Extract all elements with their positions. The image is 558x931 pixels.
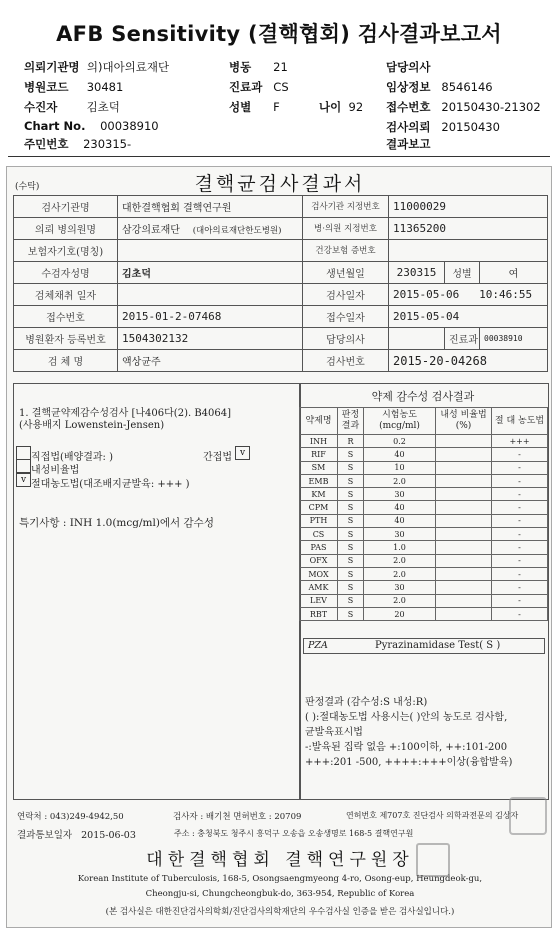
- patient-field: 수진자 김초덕: [24, 100, 120, 114]
- sensitivity-conc: 2.0: [364, 554, 436, 567]
- age-field: 나이 92: [319, 100, 364, 114]
- dept-value: 00038910: [480, 328, 548, 350]
- test-no-value: 2015-20-04268: [389, 350, 548, 372]
- resident-no-field: 주민번호 230315-: [24, 137, 132, 151]
- sensitivity-abs: -: [492, 448, 548, 461]
- sensitivity-result: S: [338, 448, 364, 461]
- clinical-info-field: 임상정보 8546146: [386, 80, 493, 94]
- sensitivity-drug: INH: [300, 435, 338, 448]
- req-hosp-cell: 삼강의료재단 (대아의료재단한도병원): [118, 218, 303, 240]
- inst-value: 대한결핵협회 결핵연구원: [118, 196, 303, 218]
- patient-label: 수검자성명: [14, 262, 118, 284]
- birth-label: 생년월일: [303, 262, 389, 284]
- org-name: 대한결핵협회 결핵연구원장: [146, 850, 414, 870]
- sensitivity-ratio: [436, 448, 492, 461]
- sensitivity-ratio: [436, 501, 492, 514]
- patient-value: 김초덕: [118, 262, 303, 284]
- sensitivity-result: S: [338, 581, 364, 594]
- receipt-no-label: 접수번호: [14, 306, 118, 328]
- form-title: 결핵균검사결과서: [194, 173, 366, 195]
- sensitivity-title: 약제 감수성 검사결과: [371, 390, 475, 403]
- sensitivity-drug: AMK: [300, 581, 338, 594]
- sensitivity-row: [300, 594, 548, 607]
- sensitivity-row: [300, 514, 548, 527]
- health-value: [389, 240, 548, 262]
- header-divider: [8, 156, 550, 157]
- sensitivity-row: [300, 554, 548, 567]
- sensitivity-conc: 2.0: [364, 474, 436, 487]
- pza-label: PZA: [308, 640, 328, 651]
- sensitivity-conc: 2.0: [364, 567, 436, 580]
- sensitivity-drug: MOX: [300, 567, 338, 580]
- sensitivity-result: S: [338, 474, 364, 487]
- receipt-no-value: 2015-01-2-07468: [118, 306, 303, 328]
- sensitivity-drug: OFX: [300, 554, 338, 567]
- col-drug: 약제명: [300, 408, 338, 435]
- sensitivity-ratio: [436, 541, 492, 554]
- sensitivity-result: S: [338, 501, 364, 514]
- sex-value: 여: [480, 262, 548, 284]
- direct-method-label: 직접법(배양결과: ): [31, 452, 113, 463]
- sensitivity-abs: -: [492, 594, 548, 607]
- address-en-1: Korean Institute of Tuberculosis, 168-5, Osongsaengmyeong 4-ro, Osong-eup, Heungdeok-gu,: [77, 874, 483, 884]
- sensitivity-abs: -: [492, 461, 548, 474]
- director-seal: [416, 843, 450, 877]
- sensitivity-ratio: [436, 461, 492, 474]
- sensitivity-abs: -: [492, 488, 548, 501]
- sensitivity-result: S: [338, 528, 364, 541]
- sensitivity-row: [300, 528, 548, 541]
- health-label: 건강보험 증번호: [303, 240, 389, 262]
- sensitivity-drug: KM: [300, 488, 338, 501]
- sensitivity-row: [300, 435, 548, 448]
- sensitivity-conc: 40: [364, 501, 436, 514]
- sensitivity-drug: LEV: [300, 594, 338, 607]
- req-no-value: 11365200: [389, 218, 548, 240]
- sensitivity-conc: 30: [364, 581, 436, 594]
- sensitivity-conc: 40: [364, 448, 436, 461]
- receipt-date-label: 접수일자: [303, 306, 389, 328]
- sensitivity-conc: 0.2: [364, 435, 436, 448]
- test-date-cell: 2015-05-06 10:46:55: [389, 284, 548, 306]
- notes-line1: 판정결과 (감수성:S 내성:R): [305, 697, 428, 708]
- receipt-date-value: 2015-05-04: [389, 306, 548, 328]
- reg-no-value: 1504302132: [118, 328, 303, 350]
- col-result: 판정 결과: [338, 408, 364, 435]
- sensitivity-abs: +++: [492, 435, 548, 448]
- doctor-value: [389, 328, 445, 350]
- proportion-method-checkbox: [16, 459, 31, 473]
- hosp-name-field: 의뢰기관명 의)대아의료재단: [24, 60, 170, 74]
- collect-label: 검체채취 일자: [14, 284, 118, 306]
- sensitivity-abs: -: [492, 541, 548, 554]
- notes-line3: 균발육표시법: [305, 727, 363, 738]
- chart-no-field: Chart No. 00038910: [24, 119, 159, 133]
- sensitivity-row: [300, 474, 548, 487]
- request-date-field: 검사의뢰 20150430: [386, 120, 500, 134]
- sensitivity-row: [300, 488, 548, 501]
- sensitivity-abs: -: [492, 554, 548, 567]
- sensitivity-drug: EMB: [300, 474, 338, 487]
- sensitivity-ratio: [436, 581, 492, 594]
- sensitivity-abs: -: [492, 567, 548, 580]
- notes-line4: -:발육된 집락 없음 +:100이하, ++:101-200: [305, 742, 508, 753]
- method-section: [13, 383, 301, 800]
- reg-no-label: 병원환자 등록번호: [14, 328, 118, 350]
- report-title: AFB Sensitivity (결핵협회) 검사결과보고서: [56, 22, 502, 46]
- notes-line5: +++:201 -500, ++++:+++이상(융합발육): [305, 757, 513, 768]
- official-seal: [509, 797, 547, 835]
- absolute-method-label: 절대농도법(대조배지균발육: +++ ): [31, 479, 190, 490]
- sensitivity-conc: 2.0: [364, 594, 436, 607]
- copy-mark: (수탁): [15, 182, 40, 192]
- col-ratio: 내성 비율법(%): [436, 408, 492, 435]
- inst-no-value: 11000029: [389, 196, 548, 218]
- special-note: 특기사항 : INH 1.0(mcg/ml)에서 감수성: [19, 517, 214, 529]
- sensitivity-row: [300, 567, 548, 580]
- sensitivity-drug: CPM: [300, 501, 338, 514]
- hosp-code-field: 병원코드 30481: [24, 80, 124, 94]
- chief-doctor: 연허번호 제707호 진단검사 의학과전문의 김상자: [346, 811, 519, 820]
- proportion-method-label: 내성비율법: [31, 465, 80, 476]
- test-date-label: 검사일자: [303, 284, 389, 306]
- examiner: 검사자 : 배기천 면허번호 : 20709: [173, 812, 302, 822]
- sensitivity-result: R: [338, 435, 364, 448]
- notes-line2: ( ):절대농도법 사용시는( )안의 농도로 검사함,: [305, 712, 508, 723]
- specimen-label: 검 체 명: [14, 350, 118, 372]
- birth-value: 230315: [389, 262, 445, 284]
- specimen-value: 액상균주: [118, 350, 303, 372]
- dept-field: 진료과 CS: [229, 80, 289, 94]
- address-kr: 주소 : 충청북도 청주시 흥덕구 오송읍 오송생명로 168-5 결핵연구원: [174, 829, 414, 838]
- sensitivity-ratio: [436, 514, 492, 527]
- contact: 연락처 : 043)249-4942,50: [17, 812, 124, 822]
- direct-method-checkbox: [16, 446, 31, 460]
- sensitivity-ratio: [436, 474, 492, 487]
- inst-no-label: 검사기관 지정번호: [303, 196, 389, 218]
- sensitivity-conc: 1.0: [364, 541, 436, 554]
- collect-value: [118, 284, 303, 306]
- col-abs: 절 대 농도법: [492, 408, 548, 435]
- sensitivity-row: [300, 607, 548, 620]
- patient-info-table: [13, 195, 548, 372]
- absolute-method-checkbox: v: [16, 473, 31, 487]
- col-conc: 시험농도 (mcg/ml): [364, 408, 436, 435]
- sensitivity-abs: -: [492, 581, 548, 594]
- pza-value: Pyrazinamidase Test( S ): [375, 640, 501, 651]
- req-no-label: 병·의원 지정번호: [303, 218, 389, 240]
- test-item-line2: (사용배지 Lowenstein-Jensen): [19, 420, 165, 431]
- indirect-method-checkbox: v: [235, 446, 250, 460]
- sensitivity-ratio: [436, 594, 492, 607]
- ward-field: 병동 21: [229, 60, 288, 74]
- sensitivity-drug: RIF: [300, 448, 338, 461]
- sensitivity-ratio: [436, 607, 492, 620]
- test-item-line1: 1. 결핵균약제감수성검사 [나406다(2). B4064]: [19, 408, 232, 419]
- sensitivity-conc: 30: [364, 488, 436, 501]
- receipt-no-field: 접수번호 20150430-21302: [386, 100, 541, 114]
- sex-label: 성별: [445, 262, 480, 284]
- sensitivity-result: S: [338, 554, 364, 567]
- sensitivity-drug: SM: [300, 461, 338, 474]
- indirect-method-label: 간접법: [203, 452, 232, 463]
- sensitivity-result: S: [338, 488, 364, 501]
- sensitivity-ratio: [436, 435, 492, 448]
- sensitivity-result: S: [338, 541, 364, 554]
- sensitivity-row: [300, 461, 548, 474]
- sensitivity-result: S: [338, 594, 364, 607]
- doctor-label: 담당의사: [303, 328, 389, 350]
- sensitivity-drug: PTH: [300, 514, 338, 527]
- sensitivity-conc: 10: [364, 461, 436, 474]
- sensitivity-result: S: [338, 461, 364, 474]
- sensitivity-row: [300, 501, 548, 514]
- sensitivity-conc: 20: [364, 607, 436, 620]
- sensitivity-conc: 40: [364, 514, 436, 527]
- sensitivity-row: [300, 448, 548, 461]
- sensitivity-drug: PAS: [300, 541, 338, 554]
- doctor-field: 담당의사: [386, 60, 431, 74]
- req-hosp-label: 의뢰 병의원명: [14, 218, 118, 240]
- sensitivity-result: S: [338, 514, 364, 527]
- sensitivity-row: [300, 541, 548, 554]
- address-en-2: Cheongju-si, Chungcheongbuk-do, 363-954, Republic of Korea: [145, 889, 415, 899]
- sensitivity-abs: -: [492, 607, 548, 620]
- insured-label: 보험자기호(명칭): [14, 240, 118, 262]
- sensitivity-ratio: [436, 528, 492, 541]
- sensitivity-abs: -: [492, 501, 548, 514]
- sensitivity-ratio: [436, 488, 492, 501]
- sensitivity-drug: RBT: [300, 607, 338, 620]
- sensitivity-abs: -: [492, 528, 548, 541]
- test-no-label: 검사번호: [303, 350, 389, 372]
- insured-value: [118, 240, 303, 262]
- sex-field: 성별 F: [229, 100, 280, 114]
- sensitivity-result: S: [338, 567, 364, 580]
- sensitivity-conc: 30: [364, 528, 436, 541]
- sensitivity-drug: CS: [300, 528, 338, 541]
- inst-label: 검사기관명: [14, 196, 118, 218]
- sensitivity-table: [299, 407, 548, 621]
- sensitivity-ratio: [436, 554, 492, 567]
- report-date: 결과통보일자 2015-06-03: [17, 830, 136, 841]
- sensitivity-row: [300, 581, 548, 594]
- sensitivity-ratio: [436, 567, 492, 580]
- scanned-result-form: [6, 166, 552, 928]
- sensitivity-result: S: [338, 607, 364, 620]
- sensitivity-abs: -: [492, 514, 548, 527]
- certification-note: (본 검사실은 대한진단검사의학회/진단검사의학재단의 우수검사실 인증을 받은 검사실입니다.): [105, 907, 455, 917]
- dept-label: 진료과: [445, 328, 480, 350]
- sensitivity-abs: -: [492, 474, 548, 487]
- report-date-field: 결과보고: [386, 137, 431, 151]
